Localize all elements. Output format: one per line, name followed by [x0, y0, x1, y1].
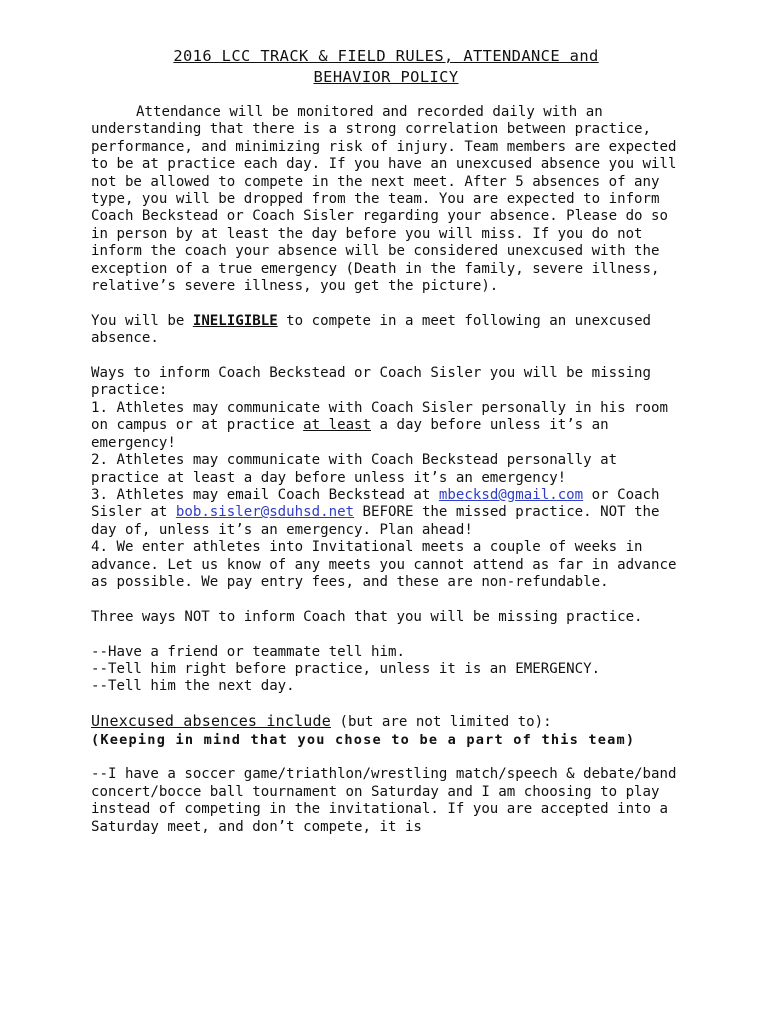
ways-section: [91, 365, 681, 591]
ways-item-1-text: 1. Athletes may communicate with Coach Sisler personally in his room on campus or at practice: [91, 399, 668, 434]
unexcused-heading-block: [91, 713, 681, 749]
not-ways-item: --Tell him right before practice, unless it is an EMERGENCY.: [91, 660, 601, 677]
ways-item-2: 2. Athletes may communicate with Coach Beckstead personally at practice at least a day before unless it’s an emergency!: [91, 452, 618, 486]
attendance-paragraph: Attendance will be monitored and recorded daily with an understanding that there is a strong correlation between practice, performance, and minimizing risk of injury. Team members are expected to be at practice each day. If you have an unexcused absence you will not be allowed to compete in the next meet. After 5 absences of any type, you will be dropped from the team. You are expected to inform Coach Beckstead or Coach Sisler regarding your absence. Please do so in person by at least the day before you will miss. If you do not inform the coach your absence will be considered unexcused with the exception of a true emergency (Death in the family, severe illness, relative’s severe illness, you get the picture).: [91, 104, 677, 295]
ineligible-before: You will be: [91, 312, 193, 329]
ineligible-paragraph: [91, 313, 681, 348]
unexcused-note: (Keeping in mind that you chose to be a part of this team): [91, 731, 636, 748]
ineligible-after: to compete in a meet following an unexcused absence.: [91, 312, 652, 347]
not-ways-intro: Three ways NOT to inform Coach that you will be missing practice.: [91, 608, 643, 625]
ways-item-1-tail: a day before unless it’s an emergency!: [91, 417, 609, 451]
ways-item-3-text: 3. Athletes may email Coach Beckstead at: [91, 486, 439, 503]
ways-item-1: [91, 400, 681, 452]
not-ways-item: --Have a friend or teammate tell him.: [91, 643, 405, 660]
ways-intro: Ways to inform Coach Beckstead or Coach Sisler you will be missing practice:: [91, 365, 652, 399]
ineligible-emphasis: INELIGIBLE: [192, 312, 278, 329]
title-line-1: 2016 LCC TRACK & FIELD RULES, ATTENDANCE and: [173, 47, 599, 65]
unexcused-heading-after: (but are not limited to):: [331, 714, 552, 731]
unexcused-heading: Unexcused absences include: [91, 712, 331, 731]
ways-item-3: [91, 487, 681, 539]
not-ways-list: [91, 644, 681, 696]
title-line-2: BEHAVIOR POLICY: [313, 68, 459, 86]
page-title: [91, 46, 681, 88]
not-ways-item: --Tell him the next day.: [91, 678, 295, 695]
unexcused-heading-line: [91, 713, 681, 731]
document-page: [91, 46, 681, 836]
email-link-beckstead[interactable]: mbecksd@gmail.com: [438, 486, 584, 503]
ways-item-3-middle: or Coach Sisler at: [91, 486, 660, 521]
ways-item-3-tail: BEFORE the missed practice. NOT the day of, unless it’s an emergency. Plan ahead!: [91, 504, 660, 538]
ways-item-1-emphasis: at least: [303, 417, 372, 434]
unexcused-item-1: --I have a soccer game/triathlon/wrestling match/speech & debate/band concert/bocce ball tournament on Saturday and I am choosing to play instead of competing in the invitational. If you are accepted into a Saturday meet, and don’t compete, it is: [91, 766, 677, 835]
ways-item-4: 4. We enter athletes into Invitational meets a couple of weeks in advance. Let us know of any meets you cannot attend as far in advance as possible. We pay entry fees, and these are non-refundable.: [91, 539, 677, 590]
email-link-sisler[interactable]: bob.sisler@sduhsd.net: [175, 504, 355, 521]
